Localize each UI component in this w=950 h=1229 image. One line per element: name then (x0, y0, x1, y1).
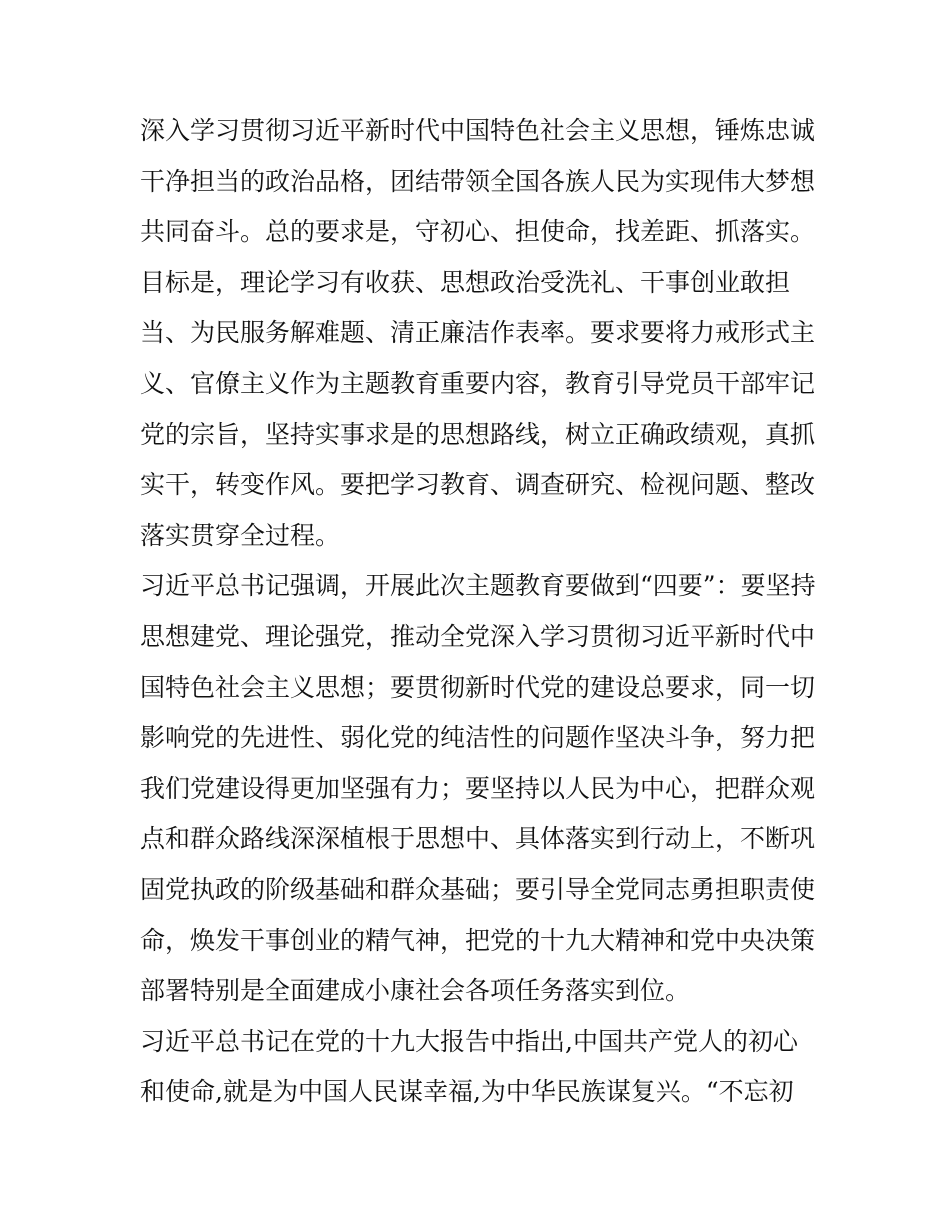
text-line: 习近平总书记强调，开展此次主题教育要做到“四要”：要坚持 (140, 571, 816, 601)
text-line: 干净担当的政治品格，团结带领全国各族人民为实现伟大梦想 (140, 166, 816, 196)
text-line: 和使命,就是为中国人民谋幸福,为中华民族谋复兴。“不忘初 (140, 1077, 794, 1107)
text-line: 义、官僚主义作为主题教育重要内容，教育引导党员干部牢记 (140, 368, 816, 398)
text-line: 影响党的先进性、弱化党的纯洁性的问题作坚决斗争，努力把 (140, 723, 816, 753)
text-line: 实干，转变作风。要把学习教育、调查研究、检视问题、整改 (140, 470, 816, 500)
text-line: 共同奋斗。总的要求是，守初心、担使命，找差距、抓落实。 (140, 217, 816, 247)
text-line: 目标是，理论学习有收获、思想政治受洗礼、干事创业敢担 (140, 267, 791, 297)
text-line: 点和群众路线深深植根于思想中、具体落实到行动上，不断巩 (140, 824, 816, 854)
text-line: 深入学习贯彻习近平新时代中国特色社会主义思想，锤炼忠诚 (140, 116, 816, 145)
text-line: 习近平总书记在党的十九大报告中指出,中国共产党人的初心 (140, 1026, 798, 1056)
text-line: 我们党建设得更加坚强有力；要坚持以人民为中心，把群众观 (140, 773, 816, 803)
text-line: 固党执政的阶级基础和群众基础；要引导全党同志勇担职责使 (140, 874, 816, 904)
text-line: 党的宗旨，坚持实事求是的思想路线，树立正确政绩观，真抓 (140, 419, 816, 449)
text-line: 部署特别是全面建成小康社会各项任务落实到位。 (140, 976, 691, 1006)
text-line: 当、为民服务解难题、清正廉洁作表率。要求要将力戒形式主 (140, 318, 816, 348)
text-line: 国特色社会主义思想；要贯彻新时代党的建设总要求，同一切 (140, 672, 816, 702)
document-body (140, 106, 820, 1118)
text-line: 思想建党、理论强党，推动全党深入学习贯彻习近平新时代中 (140, 621, 816, 651)
text-line: 命，焕发干事创业的精气神，把党的十九大精神和党中央决策 (140, 925, 816, 955)
text-line: 落实贯穿全过程。 (140, 520, 341, 550)
